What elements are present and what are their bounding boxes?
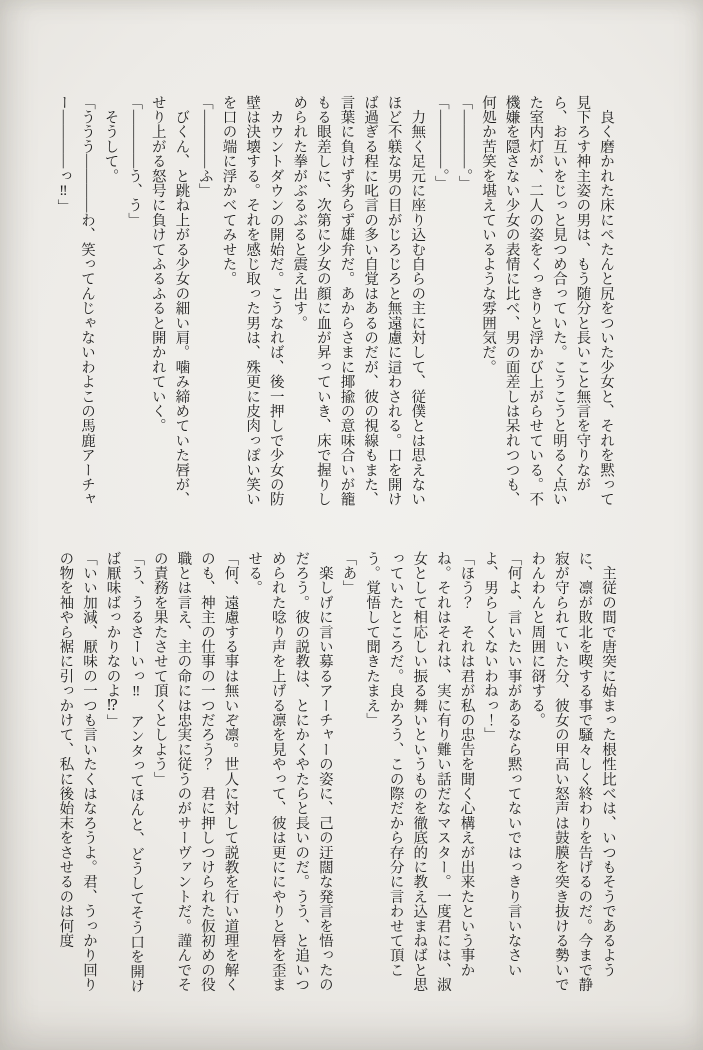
paragraph: びくん、と跳ね上がる少女の細い肩。噛み締めていた唇が、せり上がる怒号に負けてふるふると開かれていく。 — [149, 95, 190, 507]
paragraph: カウントダウンの開始だ。こうなれば、後一押しで少女の防壁は決壊する。それを感じ取った男は、殊更に皮肉っぽい笑いを口の端に浮かべてみせた。 — [220, 95, 284, 507]
dialogue-silence-line: 「――――。」 — [456, 95, 473, 191]
dialogue-line: 「――――ふ」 — [196, 95, 213, 198]
dialogue-silence-line: 「――――。」 — [432, 95, 449, 191]
paragraph: 楽しげに言い募るアーチャーの姿に、己の迂闊な発言を悟ったのだろう。彼の説教は、とにかくやたらと長いのだ。うう、と追いつめられた唸り声を上げる凛を見やって、彼は更ににやりと唇を歪ませる。 — [246, 551, 333, 992]
dialogue-line: 「何、遠慮する事は無いぞ凛。世人に対して説教を行い道理を解くのも、神主の仕事の一つだろう？ 君に押しつけられた仮初めの役職とは言え、主の命には忠実に従うのがサーヴァントだ。謹んでその責務を果たさせて頂くとしよう」 — [151, 551, 239, 992]
dialogue-line: 「う、うるさーいっ‼ アンタってほんと、どうしてそう口を開けば厭味ばっかりなのよ⁉」 — [104, 551, 145, 994]
paragraph: 力無く足元に座り込む自らの主に対して、従僕とは思えないほど不躾な男の目がじろじろと無遠慮に這わされる。口を開けば過ぎる程に叱言の多い自覚はあるのだが、彼の視線もまた、言葉に負けず劣らず雄弁だ。あからさまに揶揄の意味合いが籠もる眼差しに、次第に少女の顔に血が昇っていき、床で握りしめられた拳がぶるぶると震え出す。 — [291, 95, 426, 507]
dialogue-line: 「あ」 — [340, 551, 357, 596]
dialogue-line: 「――――う、う」 — [126, 95, 143, 228]
dialogue-line: 「ううう――――わ、笑ってんじゃないわよこの馬鹿アーチャー――――っ‼」 — [55, 95, 95, 507]
dialogue-line: 「何よ、言いたい事があるなら黙ってないではっきり言いなさいよ、男らしくないわねっ！」 — [482, 551, 522, 978]
paragraph: 良く磨かれた床にぺたんと尻をついた少女と、それを黙って見下ろす神主姿の男は、もう随分と長いこと無言を守りながら、お互いをじっと見つめ合っていた。こうこうと明るく点いた室内灯が、二人の姿をくっきりと浮かび上がらせている。不機嫌を隠さない少女の表情に比べ、男の面差しは呆れつつも、何処か苦笑を堪えているような雰囲気だ。 — [480, 95, 614, 507]
dialogue-line: 「いい加減、厭味の一つも言いたくはなろうよ。君、うっかり回りの物を袖やら裾に引っかけて、私に後始末をさせるのは何度 — [57, 551, 97, 992]
paragraph: 主従の間で唐突に始まった根性比べは、いつもそうであるように、凛が敗北を喫する事で騒々しく終わりを告げるのだ。今まで静寂が守られていた分、彼女の甲高い怒声は鼓膜を突き抜ける勢いでわんわんと周囲に谺する。 — [529, 551, 616, 992]
paragraph: そうして。 — [102, 95, 119, 184]
dialogue-line: 「ほう？ それは君が私の忠告を聞く心構えが出来たという事かね。それはそれは、実に有り難い話だなマスター。一度君には、淑女として相応しい振る舞いというものを徹底的に教え込まねばと思っていたところだ。良かろう、この際だから存分に言わせて頂こう。覚悟して聞きたまえ」 — [364, 551, 475, 992]
bottom-text-block — [53, 551, 619, 995]
top-text-block — [51, 95, 617, 509]
